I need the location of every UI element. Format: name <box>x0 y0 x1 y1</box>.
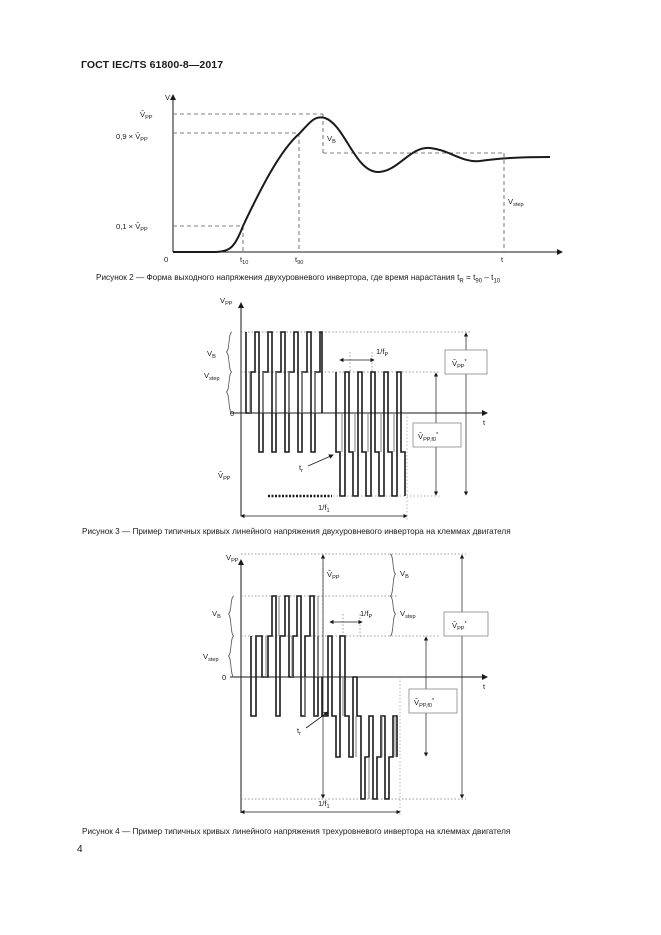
fig4-vpp: V̂ <box>327 570 333 579</box>
fig2-lvl09: 0,9 × V̂ <box>116 132 141 141</box>
fig4-tr-label <box>297 726 301 737</box>
fig3-vpp: V̂ <box>218 471 224 480</box>
fig4-tr-arrow <box>306 712 328 728</box>
fig4-brace-right-vb <box>390 554 396 596</box>
fig3-box-bot-v: V̂ <box>418 432 424 441</box>
fig3-vb-sub: B <box>212 354 216 360</box>
fig4-brace-vb <box>228 596 234 636</box>
fig3-box-bot-star: * <box>436 432 439 438</box>
fig2-lvl09-label <box>116 132 148 143</box>
fig2-vpp-label <box>140 110 153 121</box>
fig4-f1-label <box>318 799 330 810</box>
fig3-vstep: V <box>204 371 210 380</box>
fig3-y-sub: PP <box>225 301 233 307</box>
fig3-f1-sub: 1 <box>326 508 330 514</box>
fig4-box-bot-v: V̂ <box>414 698 420 707</box>
fig4-brace-vb-v: V <box>400 569 406 578</box>
fig4-vb-label <box>212 609 221 620</box>
fig4-f1-sub: 1 <box>326 804 330 810</box>
fig4-brace-vb-label <box>400 569 409 580</box>
fig2-t90-label <box>295 255 303 266</box>
fig3-fp-sub: P <box>384 352 389 358</box>
figure4-caption: Рисунок 4 — Пример типичных кривых линейного напряжения трехуровневого инвертора на клеммах двигателя <box>82 827 511 836</box>
fig3-fp: 1/f <box>376 347 385 356</box>
fig3-f1: 1/f <box>318 503 327 512</box>
fig2-t10-label <box>240 255 248 266</box>
fig4-brace-vstep-v: V <box>400 609 406 618</box>
figure-4 <box>203 553 488 816</box>
fig2-caption-dash: – t <box>482 273 494 282</box>
fig4-brace-vstep <box>228 636 234 677</box>
fig4-fp-sub: P <box>368 614 373 620</box>
fig4-t-label: t <box>483 682 486 691</box>
fig2-caption-mid: = t <box>463 273 476 282</box>
fig2-caption-sub3: 10 <box>493 278 501 285</box>
fig3-brace-vstep <box>226 372 232 413</box>
fig3-box-top-v: V̂ <box>452 359 458 368</box>
fig4-box-top-star: * <box>464 621 467 627</box>
fig3-guides <box>241 332 470 372</box>
fig2-caption-sub2: 90 <box>475 278 483 285</box>
fig4-vb-sub: B <box>217 614 221 620</box>
fig2-vstep-sub: step <box>513 202 524 208</box>
fig3-vstep-label <box>204 371 220 382</box>
fig2-t-label: t <box>501 255 504 264</box>
fig4-brace-vb-sub: B <box>405 574 409 580</box>
fig4-box-top-v: V̂ <box>452 621 458 630</box>
fig2-guides <box>173 114 504 252</box>
fig4-brace-vstep-sub: step <box>405 614 416 620</box>
fig4-tr-sub: r <box>299 731 301 737</box>
fig3-tr-arrow <box>308 455 333 466</box>
figure-2 <box>116 93 562 266</box>
fig3-y: V <box>220 296 226 305</box>
fig4-brace-vstep-label <box>400 609 416 620</box>
fig4-box-bot-star: * <box>432 698 435 704</box>
fig3-tr-sub: r <box>301 468 303 474</box>
fig4-vb: V <box>212 609 218 618</box>
fig2-t10: t <box>240 255 243 264</box>
fig3-brace-vb <box>226 332 232 372</box>
figure2-caption <box>96 273 500 285</box>
fig3-tr: t <box>299 463 302 472</box>
fig3-vstep-sub: step <box>209 376 220 382</box>
document-header: ГОСТ IEC/TS 61800-8—2017 <box>81 59 224 71</box>
figure-3 <box>204 296 487 520</box>
fig4-tr: t <box>297 726 300 735</box>
fig2-t90: t <box>295 255 298 264</box>
fig4-brace-right-vstep <box>390 596 396 636</box>
fig3-tr-label <box>299 463 303 474</box>
fig2-t90-sub: 90 <box>297 260 304 266</box>
fig4-box-top-sub: PP <box>457 626 465 632</box>
fig3-fp-label <box>376 347 388 358</box>
figure3-caption: Рисунок 3 — Пример типичных кривых линейного напряжения двухуровневого инвертора на клеммах двигателя <box>82 527 511 536</box>
fig2-t10-sub: 10 <box>242 260 249 266</box>
fig3-vb-label <box>207 349 216 360</box>
fig3-box-top-star: * <box>464 359 467 365</box>
fig4-waveform <box>251 596 397 799</box>
fig2-lvl01-label <box>116 222 148 233</box>
fig3-y-label <box>220 296 233 307</box>
fig4-y: V <box>226 553 232 562</box>
fig2-origin: 0 <box>164 255 169 264</box>
fig2-vpp-hat: V̂ <box>140 110 146 119</box>
fig2-caption-sub1: R <box>459 278 464 285</box>
fig4-vstep: V <box>203 652 209 661</box>
fig2-lvl01-sub: PP <box>140 227 148 233</box>
fig2-vb: V <box>327 134 333 143</box>
fig4-box-bot-sub: PP,f0 <box>419 703 433 709</box>
fig4-y-label <box>226 553 239 564</box>
fig2-vstep: V <box>508 197 514 206</box>
fig3-box-top-sub: PP <box>457 364 465 370</box>
fig4-f1: 1/f <box>318 799 327 808</box>
fig4-fp-label <box>360 609 372 620</box>
fig2-lvl01: 0,1 × V̂ <box>116 222 141 231</box>
fig4-zero: 0 <box>222 673 227 682</box>
fig4-vstep-sub: step <box>208 657 219 663</box>
fig2-vstep-label <box>508 197 524 208</box>
fig2-vpp-sub: PP <box>145 115 153 121</box>
fig3-f1-label <box>318 503 330 514</box>
fig2-lvl09-sub: PP <box>140 137 148 143</box>
fig3-t-label: t <box>483 418 486 427</box>
fig3-vb: V <box>207 349 213 358</box>
fig4-fp: 1/f <box>360 609 369 618</box>
fig4-vstep-label <box>203 652 219 663</box>
page-number: 4 <box>77 844 83 855</box>
fig2-vb-label <box>327 134 336 145</box>
fig2-caption-main: Рисунок 2 — Форма выходного напряжения двухуровневого инвертора, где время нарастания t <box>96 273 460 282</box>
fig3-vpp-sub: PP <box>223 476 231 482</box>
fig4-vpp-label <box>327 570 340 581</box>
fig3-vpp-label <box>218 471 231 482</box>
fig2-vb-sub: B <box>332 139 336 145</box>
fig2-waveform <box>173 117 550 252</box>
fig4-y-sub: PP <box>231 558 239 564</box>
fig2-y-label: V <box>165 93 171 102</box>
fig4-vpp-sub: PP <box>332 575 340 581</box>
fig3-box-bot-sub: PP,f0 <box>423 437 437 443</box>
fig3-zero: 0 <box>230 409 235 418</box>
